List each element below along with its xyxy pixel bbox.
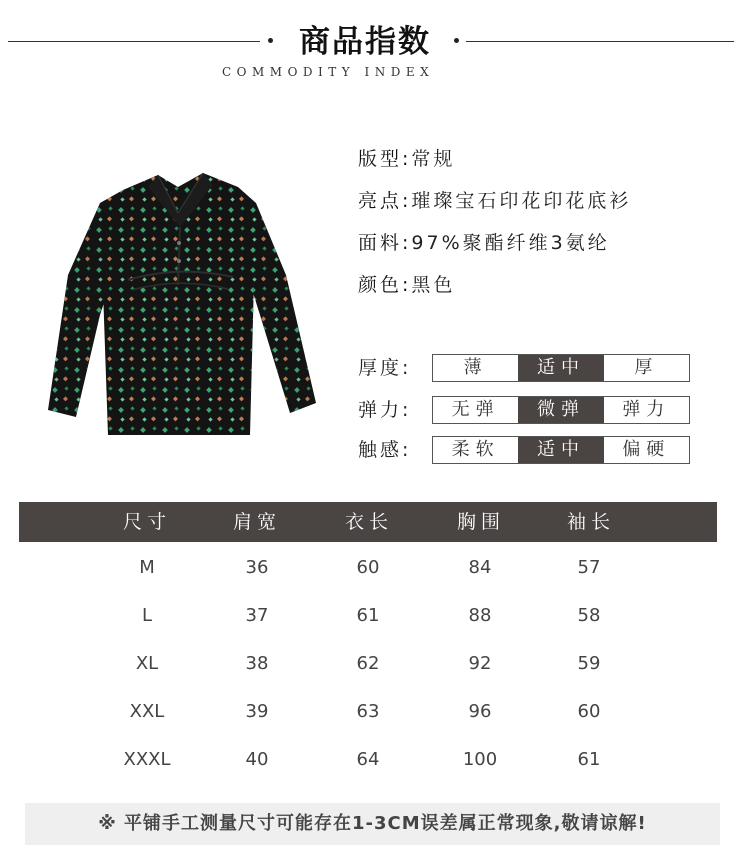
attr-fabric: 面料:97%聚酯纤维3氨纶 (358, 232, 610, 254)
cell-length: 60 (356, 557, 380, 578)
cell-shoulder: 38 (245, 653, 269, 674)
header-shoulder: 肩宽 (232, 511, 282, 533)
touch-option-soft: 柔软 (451, 439, 500, 460)
cell-shoulder: 36 (245, 557, 269, 578)
cell-length: 62 (356, 653, 380, 674)
cell-shoulder: 37 (245, 605, 269, 626)
measurement-note-text: ※ 平铺手工测量尺寸可能存在1-3CM误差属正常现象,敬请谅解! (98, 813, 647, 834)
cell-sleeve: 61 (577, 749, 601, 770)
cell-length: 63 (356, 701, 380, 722)
cell-sleeve: 57 (577, 557, 601, 578)
header-chest: 胸围 (456, 511, 506, 533)
cell-sleeve: 58 (577, 605, 601, 626)
attr-fit: 版型:常规 (358, 148, 456, 170)
cell-size: XXL (129, 701, 165, 722)
cell-chest: 96 (468, 701, 492, 722)
thickness-scale (432, 354, 690, 382)
cell-size: M (139, 557, 155, 578)
page-subtitle: COMMODITY INDEX (222, 65, 435, 79)
header-dot-right (454, 38, 459, 43)
page-title: 商品指数 (299, 24, 431, 60)
cell-chest: 100 (462, 749, 498, 770)
cell-shoulder: 39 (245, 701, 269, 722)
measurement-note (25, 803, 720, 845)
cell-chest: 84 (468, 557, 492, 578)
elasticity-option-none: 无弹 (451, 399, 500, 420)
size-table-header (19, 502, 717, 542)
attr-highlight: 亮点:璀璨宝石印花印花底衫 (358, 190, 632, 212)
cell-chest: 92 (468, 653, 492, 674)
attr-color: 颜色:黑色 (358, 274, 456, 296)
cell-size: L (141, 605, 153, 626)
thickness-label: 厚度: (358, 357, 412, 379)
elasticity-option-slight: 微弹 (518, 397, 603, 423)
header-divider-right (466, 41, 734, 42)
touch-option-medium: 适中 (518, 437, 603, 463)
header-sleeve: 袖长 (566, 511, 616, 533)
cell-length: 64 (356, 749, 380, 770)
cell-sleeve: 60 (577, 701, 601, 722)
header-divider-left (8, 41, 260, 42)
elasticity-scale (432, 396, 690, 424)
thickness-option-thick: 厚 (634, 357, 659, 378)
elasticity-label: 弹力: (358, 399, 412, 421)
product-image (28, 165, 328, 450)
touch-option-firm: 偏硬 (622, 439, 671, 460)
cell-size: XXXL (123, 749, 171, 770)
cell-length: 61 (356, 605, 380, 626)
touch-scale (432, 436, 690, 464)
header-size: 尺寸 (122, 511, 172, 533)
elasticity-option-stretch: 弹力 (622, 399, 671, 420)
touch-label: 触感: (358, 439, 412, 461)
cell-chest: 88 (468, 605, 492, 626)
header-length: 衣长 (344, 511, 394, 533)
thickness-option-medium: 适中 (518, 355, 603, 381)
thickness-option-thin: 薄 (463, 357, 488, 378)
cell-sleeve: 59 (577, 653, 601, 674)
cell-shoulder: 40 (245, 749, 269, 770)
cell-size: XL (135, 653, 159, 674)
